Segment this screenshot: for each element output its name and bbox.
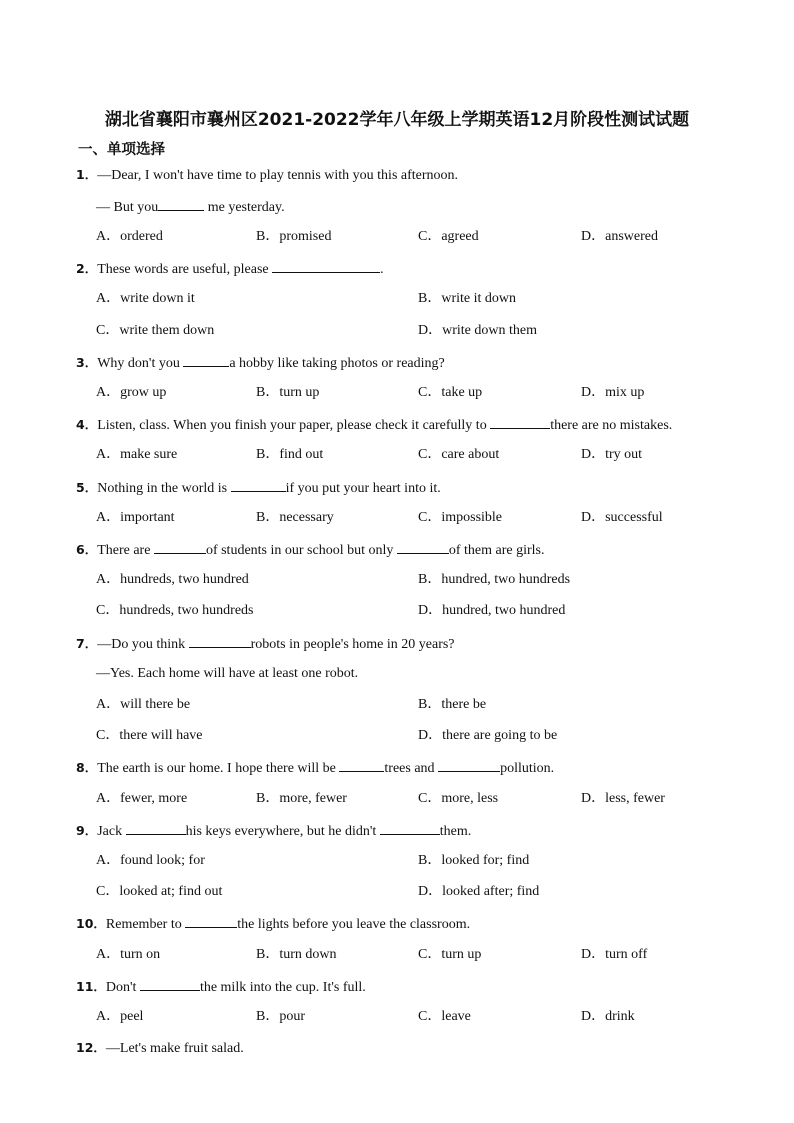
question-number: 12． bbox=[76, 1040, 106, 1055]
option-d[interactable]: D．there are going to be bbox=[418, 728, 558, 743]
option-a[interactable]: A．write down it bbox=[96, 291, 195, 306]
question-text: Remember to bbox=[105, 917, 186, 932]
option-a[interactable]: A．turn on bbox=[96, 947, 161, 962]
option-b[interactable]: B．promised bbox=[256, 229, 332, 244]
question-8-stem bbox=[76, 758, 554, 778]
question-text: —Let's make fruit salad. bbox=[105, 1041, 244, 1056]
question-1-line-2 bbox=[96, 197, 285, 217]
answer-blank[interactable] bbox=[339, 758, 384, 772]
option-c[interactable]: C．write them down bbox=[96, 323, 215, 338]
question-number: 11． bbox=[76, 979, 106, 994]
option-c[interactable]: C．hundreds, two hundreds bbox=[96, 603, 254, 618]
option-c[interactable]: C．impossible bbox=[418, 510, 503, 525]
question-text: The earth is our home. I hope there will be bbox=[97, 761, 340, 776]
option-a[interactable]: A．grow up bbox=[96, 385, 167, 400]
question-text: —Dear, I won't have time to play tennis with you this afternoon. bbox=[97, 168, 459, 183]
question-text: trees and bbox=[384, 761, 439, 776]
answer-blank[interactable] bbox=[140, 977, 200, 991]
question-text: —Do you think bbox=[97, 637, 189, 652]
answer-blank[interactable] bbox=[272, 259, 380, 273]
question-10-stem bbox=[76, 914, 470, 934]
question-number: 9． bbox=[76, 823, 98, 838]
question-number: 8． bbox=[76, 760, 98, 775]
question-text: me yesterday. bbox=[204, 200, 285, 215]
answer-blank[interactable] bbox=[490, 415, 550, 429]
question-text: These words are useful, please bbox=[97, 262, 273, 277]
option-a[interactable]: A．will there be bbox=[96, 697, 191, 712]
answer-blank[interactable] bbox=[438, 758, 500, 772]
option-c[interactable]: C．take up bbox=[418, 385, 483, 400]
option-b[interactable]: B．looked for; find bbox=[418, 853, 530, 868]
answer-blank[interactable] bbox=[154, 540, 206, 554]
question-2-stem bbox=[76, 259, 384, 279]
option-a[interactable]: A．fewer, more bbox=[96, 791, 188, 806]
question-4-stem bbox=[76, 415, 672, 435]
option-c[interactable]: C．more, less bbox=[418, 791, 499, 806]
question-number: 2． bbox=[76, 261, 98, 276]
answer-blank[interactable] bbox=[185, 914, 237, 928]
option-a[interactable]: A．important bbox=[96, 510, 175, 525]
question-text: — But you bbox=[96, 200, 159, 215]
question-text: Nothing in the world is bbox=[97, 481, 231, 496]
option-d[interactable]: D．mix up bbox=[581, 385, 645, 400]
page-title: 湖北省襄阳市襄州区2021-2022学年八年级上学期英语12月阶段性测试试题 bbox=[104, 110, 690, 130]
option-d[interactable]: D．less, fewer bbox=[581, 791, 665, 806]
question-text: of students in our school but only bbox=[205, 543, 397, 558]
option-c[interactable]: C．leave bbox=[418, 1009, 471, 1024]
question-text: There are bbox=[97, 543, 154, 558]
option-b[interactable]: B．turn up bbox=[256, 385, 320, 400]
question-number: 7． bbox=[76, 636, 98, 651]
question-7-stem bbox=[76, 634, 455, 654]
question-text: his keys everywhere, but he didn't bbox=[185, 824, 380, 839]
option-b[interactable]: B．more, fewer bbox=[256, 791, 347, 806]
question-6-stem bbox=[76, 540, 545, 560]
answer-blank[interactable] bbox=[189, 634, 251, 648]
answer-blank[interactable] bbox=[231, 478, 286, 492]
option-b[interactable]: B．hundred, two hundreds bbox=[418, 572, 571, 587]
question-7-line-2 bbox=[96, 665, 358, 683]
question-text: the milk into the cup. It's full. bbox=[199, 980, 366, 995]
question-number: 10． bbox=[76, 916, 106, 931]
option-c[interactable]: C．turn up bbox=[418, 947, 482, 962]
option-d[interactable]: D．looked after; find bbox=[418, 884, 540, 899]
option-d[interactable]: D．answered bbox=[581, 229, 658, 244]
question-text: pollution. bbox=[500, 761, 555, 776]
answer-blank[interactable] bbox=[380, 821, 440, 835]
option-a[interactable]: A．ordered bbox=[96, 229, 163, 244]
option-c[interactable]: C．there will have bbox=[96, 728, 203, 743]
option-c[interactable]: C．looked at; find out bbox=[96, 884, 223, 899]
option-a[interactable]: A．hundreds, two hundred bbox=[96, 572, 249, 587]
question-number: 5． bbox=[76, 480, 98, 495]
option-d[interactable]: D．hundred, two hundred bbox=[418, 603, 566, 618]
option-a[interactable]: A．peel bbox=[96, 1009, 144, 1024]
option-b[interactable]: B．turn down bbox=[256, 947, 337, 962]
option-b[interactable]: B．write it down bbox=[418, 291, 516, 306]
question-text: Why don't you bbox=[97, 356, 184, 371]
question-1-stem bbox=[76, 166, 458, 185]
option-d[interactable]: D．turn off bbox=[581, 947, 648, 962]
question-text: of them are girls. bbox=[448, 543, 545, 558]
answer-blank[interactable] bbox=[397, 540, 449, 554]
question-text: . bbox=[380, 262, 384, 277]
question-text: robots in people's home in 20 years? bbox=[250, 637, 455, 652]
option-d[interactable]: D．try out bbox=[581, 447, 643, 462]
question-number: 1． bbox=[76, 167, 98, 182]
option-a[interactable]: A．found look; for bbox=[96, 853, 205, 868]
question-11-stem bbox=[76, 977, 366, 997]
question-text: Listen, class. When you finish your paper, please check it carefully to bbox=[97, 418, 491, 433]
answer-blank[interactable] bbox=[183, 353, 229, 367]
option-b[interactable]: B．find out bbox=[256, 447, 324, 462]
option-d[interactable]: D．drink bbox=[581, 1009, 635, 1024]
question-text: if you put your heart into it. bbox=[285, 481, 441, 496]
question-text: —Yes. Each home will have at least one robot. bbox=[96, 666, 359, 681]
section-title: 一、单项选择 bbox=[78, 142, 165, 158]
question-12-stem bbox=[76, 1039, 244, 1058]
answer-blank[interactable] bbox=[126, 821, 186, 835]
question-number: 3． bbox=[76, 355, 98, 370]
question-text: there are no mistakes. bbox=[550, 418, 673, 433]
question-3-stem bbox=[76, 353, 445, 373]
question-number: 6． bbox=[76, 542, 98, 557]
option-a[interactable]: A．make sure bbox=[96, 447, 178, 462]
question-number: 4． bbox=[76, 417, 98, 432]
option-d[interactable]: D．successful bbox=[581, 510, 663, 525]
question-text: Jack bbox=[97, 824, 126, 839]
answer-blank[interactable] bbox=[158, 197, 204, 211]
question-text: the lights before you leave the classroom. bbox=[237, 917, 471, 932]
question-text: them. bbox=[439, 824, 472, 839]
question-text: Don't bbox=[105, 980, 140, 995]
option-d[interactable]: D．write down them bbox=[418, 323, 537, 338]
option-b[interactable]: B．pour bbox=[256, 1009, 305, 1024]
option-b[interactable]: B．there be bbox=[418, 697, 487, 712]
question-9-stem bbox=[76, 821, 471, 841]
question-5-stem bbox=[76, 478, 441, 498]
option-b[interactable]: B．necessary bbox=[256, 510, 334, 525]
option-c[interactable]: C．agreed bbox=[418, 229, 479, 244]
option-c[interactable]: C．care about bbox=[418, 447, 500, 462]
question-text: a hobby like taking photos or reading? bbox=[229, 356, 445, 371]
